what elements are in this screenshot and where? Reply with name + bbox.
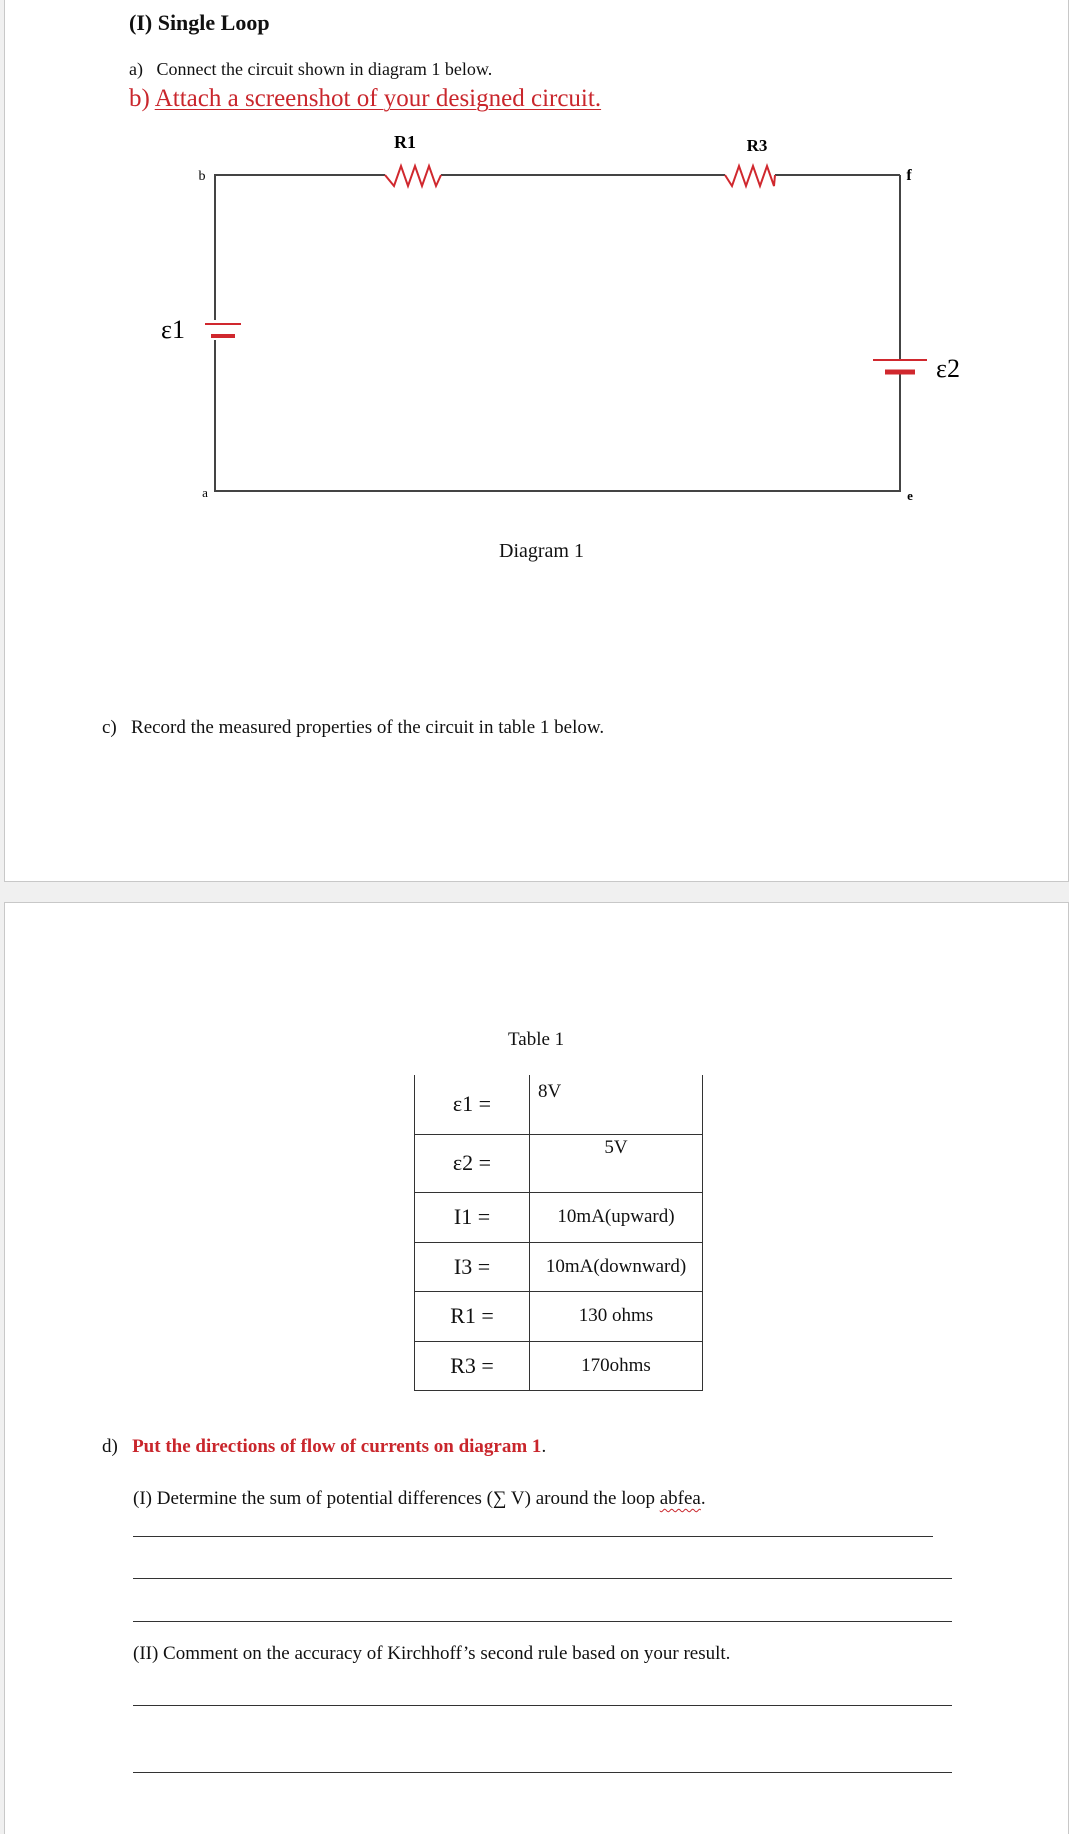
node-label-b: b [198, 169, 206, 184]
wire-bottom [215, 340, 900, 491]
item-b-text: Attach a screenshot of your designed circuit. [154, 85, 602, 112]
label-r3: R3 [746, 136, 768, 155]
answer-line[interactable] [133, 1705, 952, 1706]
circuit-wires [215, 175, 900, 491]
table-row [415, 1075, 703, 1134]
label-r1: R1 [394, 132, 416, 152]
table-row [415, 1242, 703, 1291]
item-a-text: Connect the circuit shown in diagram 1 below. [156, 59, 493, 79]
circuit-diagram [5, 0, 1069, 580]
diagram-caption: Diagram 1 [499, 540, 584, 562]
table-row [415, 1341, 703, 1390]
node-label-a: a [202, 485, 208, 500]
table-cell-value: 130 ohms [530, 1291, 703, 1341]
table-caption: Table 1 [508, 1029, 565, 1050]
document-page-1 [4, 0, 1069, 882]
table-cell-value: 10mA(downward) [530, 1242, 703, 1291]
table-row [415, 1192, 703, 1242]
table-row [415, 1134, 703, 1192]
question-1-suffix: . [700, 1488, 706, 1509]
item-d-marker: d) [102, 1436, 118, 1457]
question-1 [133, 1488, 706, 1510]
wire-left-top [215, 175, 385, 320]
item-c [102, 717, 604, 739]
answer-line[interactable] [133, 1536, 933, 1537]
battery-emf1 [205, 324, 241, 336]
resistor-r1 [385, 166, 441, 186]
item-d-suffix: . [541, 1436, 547, 1457]
question-1-text: (I) Determine the sum of potential differences (∑ V) around the loop [133, 1488, 655, 1509]
item-d [102, 1436, 546, 1458]
table-cell-label: I1 = [415, 1192, 530, 1242]
question-2: (II) Comment on the accuracy of Kirchhoff’s second rule based on your result. [133, 1643, 731, 1664]
answer-line[interactable] [133, 1772, 952, 1773]
measurements-table [414, 1075, 703, 1391]
table-cell-value: 170ohms [530, 1341, 703, 1390]
resistor-r3 [725, 166, 775, 186]
label-emf2: ε2 [936, 354, 960, 383]
item-d-text: Put the directions of flow of currents on diagram 1 [132, 1436, 542, 1457]
table-cell-label: R1 = [415, 1291, 530, 1341]
node-label-e: e [907, 488, 913, 503]
table-cell-label: I3 = [415, 1242, 530, 1291]
label-emf1: ε1 [161, 315, 185, 344]
item-b-marker: b) [129, 85, 150, 112]
table-cell-label: ε1 = [415, 1075, 530, 1134]
answer-line[interactable] [133, 1578, 952, 1579]
node-label-f: f [906, 167, 912, 184]
table-cell-value: 10mA(upward) [530, 1192, 703, 1242]
item-a-marker: a) [129, 59, 143, 79]
document-page-2 [4, 902, 1069, 1834]
question-1-loop: abfea [659, 1488, 701, 1509]
table-cell-label: ε2 = [415, 1134, 530, 1192]
table-cell-label: R3 = [415, 1341, 530, 1390]
answer-line[interactable] [133, 1621, 952, 1622]
section-title: (I) Single Loop [129, 10, 270, 35]
item-c-marker: c) [102, 717, 117, 738]
table-cell-value: 8V [538, 1081, 562, 1102]
item-c-text: Record the measured properties of the circuit in table 1 below. [131, 717, 605, 738]
table-row [415, 1291, 703, 1341]
battery-emf2 [873, 360, 927, 372]
table-cell-value: 5V [604, 1136, 628, 1158]
